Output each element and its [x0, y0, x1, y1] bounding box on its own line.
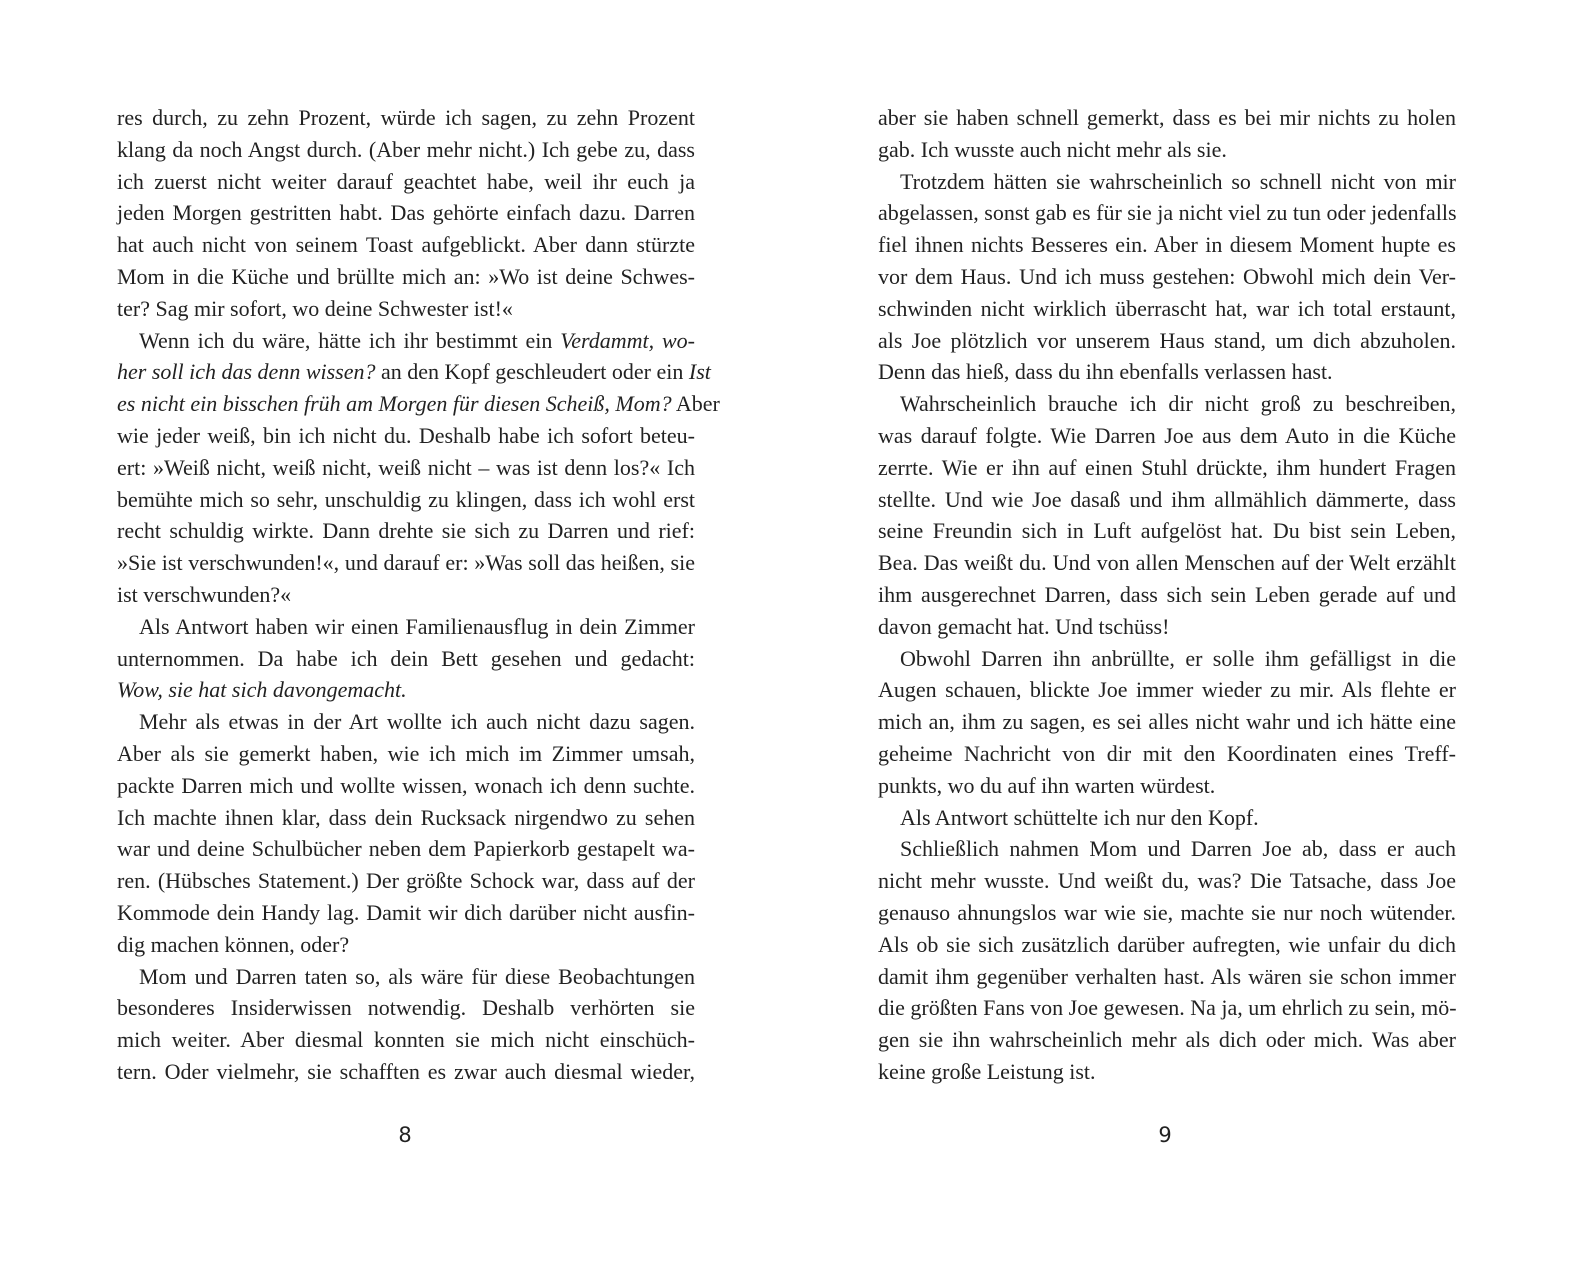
italic-segment: Ist	[688, 359, 711, 385]
text-line: jeden Morgen gestritten habt. Das gehörte einfach dazu. Darren	[117, 200, 695, 226]
text-line: Trotzdem hätten sie wahrscheinlich so schnell nicht von mir	[900, 168, 1456, 194]
text-line: packte Darren mich und wollte wissen, wonach ich denn suchte.	[117, 772, 695, 798]
text-line: recht schuldig wirkte. Dann drehte sie sich zu Darren und rief:	[117, 518, 695, 544]
text-line: schwinden nicht wirklich überrascht hat, war ich total erstaunt,	[878, 295, 1456, 321]
text-line: wie jeder weiß, bin ich nicht du. Deshalb habe ich sofort beteu-	[117, 422, 695, 448]
text-line: gen sie ihn wahrscheinlich mehr als dich oder mich. Was aber	[878, 1027, 1456, 1053]
text-line: was darauf folgte. Wie Darren Joe aus dem Auto in die Küche	[878, 422, 1456, 448]
text-line: die größten Fans von Joe gewesen. Na ja, um ehrlich zu sein, mö-	[878, 995, 1457, 1021]
right-page	[878, 102, 1456, 1088]
text-line: besonderes Insiderwissen notwendig. Deshalb verhörten sie	[117, 995, 695, 1021]
text-line: res durch, zu zehn Prozent, würde ich sagen, zu zehn Prozent	[117, 105, 695, 130]
text-line: nicht mehr wusste. Und weißt du, was? Die Tatsache, dass Joe	[878, 868, 1456, 894]
text-line: Mom in die Küche und brüllte mich an: »Wo ist deine Schwes-	[117, 263, 695, 289]
text-line: davon gemacht hat. Und tschüss!	[878, 613, 1170, 639]
text-line: Wahrscheinlich brauche ich dir nicht groß zu beschreiben,	[900, 391, 1456, 417]
text-line: Schließlich nahmen Mom und Darren Joe ab, dass er auch	[900, 836, 1456, 862]
text-line: abgelassen, sonst gab es für sie ja nicht viel zu tun oder jedenfalls	[878, 200, 1457, 226]
text-line: Als Antwort haben wir einen Familienausflug in dein Zimmer	[139, 613, 695, 639]
text-line: ren. (Hübsches Statement.) Der größte Schock war, dass auf der	[117, 868, 695, 894]
text-line: Augen schauen, blickte Joe immer wieder zu mir. Als flehte er	[878, 677, 1456, 703]
text-line: fiel ihnen nichts Besseres ein. Aber in diesem Moment hupte es	[878, 232, 1456, 258]
text-line: hat auch nicht von seinem Toast aufgeblickt. Aber dann stürzte	[117, 232, 695, 258]
text-line: tern. Oder vielmehr, sie schafften es zwar auch diesmal wieder,	[117, 1058, 695, 1084]
text-line: unternommen. Da habe ich dein Bett gesehen und gedacht:	[117, 645, 695, 671]
italic-segment: Wow, sie hat sich davongemacht.	[117, 677, 407, 703]
text-line: war und deine Schulbücher neben dem Papierkorb gestapelt wa-	[117, 836, 695, 862]
text-line: keine große Leistung ist.	[878, 1058, 1096, 1084]
right-page-text	[878, 102, 1456, 1088]
left-page	[117, 102, 720, 1088]
text-line: damit ihm gegenüber verhalten hast. Als wären sie schon immer	[878, 963, 1456, 989]
text-line: ter? Sag mir sofort, wo deine Schwester ist!«	[117, 295, 513, 321]
text-line: Mehr als etwas in der Art wollte ich auch nicht dazu sagen.	[139, 709, 695, 735]
text-line: vor dem Haus. Und ich muss gestehen: Obwohl mich dein Ver-	[878, 263, 1456, 289]
text-line: Denn das hieß, dass du ihn ebenfalls verlassen hast.	[878, 359, 1333, 385]
text-line: »Sie ist verschwunden!«, und darauf er: »Was soll das heißen, sie	[117, 550, 695, 576]
text-line	[117, 674, 695, 706]
text-line: punkts, wo du auf ihn warten würdest.	[878, 772, 1216, 798]
text-line: stellte. Und wie Joe dasaß und ihm allmählich dämmerte, dass	[878, 486, 1456, 512]
text-line: genauso ahnungslos war wie sie, machte sie nur noch wütender.	[878, 899, 1456, 925]
text-line: aber sie haben schnell gemerkt, dass es bei mir nichts zu holen	[878, 105, 1456, 130]
text-line	[117, 388, 720, 420]
text-line	[117, 325, 695, 357]
text-line: ich zuerst nicht weiter darauf geachtet habe, weil ihr euch ja	[117, 168, 695, 194]
text-line: ert: »Weiß nicht, weiß nicht, weiß nicht – was ist denn los?« Ich	[117, 454, 695, 480]
text-line	[117, 356, 711, 388]
text-segment: an den Kopf geschleudert oder ein	[375, 359, 689, 385]
text-line: klang da noch Angst durch. (Aber mehr nicht.) Ich gebe zu, dass	[117, 136, 695, 162]
italic-segment: es nicht ein bisschen früh am Morgen für diesen Scheiß, Mom?	[117, 391, 672, 417]
text-line: Aber als sie gemerkt haben, wie ich mich im Zimmer umsah,	[117, 740, 695, 766]
text-line: Kommode dein Handy lag. Damit wir dich darüber nicht ausfin-	[117, 899, 695, 925]
text-line: Bea. Das weißt du. Und von allen Menschen auf der Welt erzählt	[878, 550, 1456, 576]
text-segment: Aber	[671, 391, 720, 417]
text-line: ist verschwunden?«	[117, 581, 292, 607]
text-line: Ich machte ihnen klar, dass dein Rucksack nirgendwo zu sehen	[117, 804, 695, 830]
text-line: Obwohl Darren ihn anbrüllte, er solle ihm gefälligst in die	[900, 645, 1456, 671]
text-line: bemühte mich so sehr, unschuldig zu klingen, dass ich wohl erst	[117, 486, 695, 512]
text-line: zerrte. Wie er ihn auf einen Stuhl drückte, ihm hundert Fragen	[878, 454, 1456, 480]
text-line: seine Freundin sich in Luft aufgelöst hat. Du bist sein Leben,	[878, 518, 1456, 544]
left-page-text	[117, 102, 720, 1088]
page-number-right: 9	[1158, 1123, 1172, 1147]
text-line: Als ob sie sich zusätzlich darüber aufregten, wie unfair du dich	[878, 931, 1456, 957]
text-line: mich an, ihm zu sagen, es sei alles nicht wahr und ich hätte eine	[878, 709, 1456, 735]
italic-segment: Verdammt, wo-	[560, 327, 695, 353]
page-number-left: 8	[398, 1123, 412, 1147]
text-line: Mom und Darren taten so, als wäre für diese Beobachtungen	[139, 963, 695, 989]
text-line: gab. Ich wusste auch nicht mehr als sie.	[878, 136, 1227, 162]
text-line: ihm ausgerechnet Darren, dass sich sein Leben gerade auf und	[878, 581, 1456, 607]
text-line: als Joe plötzlich vor unserem Haus stand, um dich abzuholen.	[878, 327, 1456, 353]
text-segment: Wenn ich du wäre, hätte ich ihr bestimmt ein	[139, 327, 561, 353]
text-line: Als Antwort schüttelte ich nur den Kopf.	[900, 804, 1259, 830]
italic-segment: her soll ich das denn wissen?	[117, 359, 376, 385]
text-line: mich weiter. Aber diesmal konnten sie mich nicht einschüch-	[117, 1027, 695, 1053]
text-line: geheime Nachricht von dir mit den Koordinaten eines Treff-	[878, 740, 1456, 766]
text-line: dig machen können, oder?	[117, 931, 350, 957]
